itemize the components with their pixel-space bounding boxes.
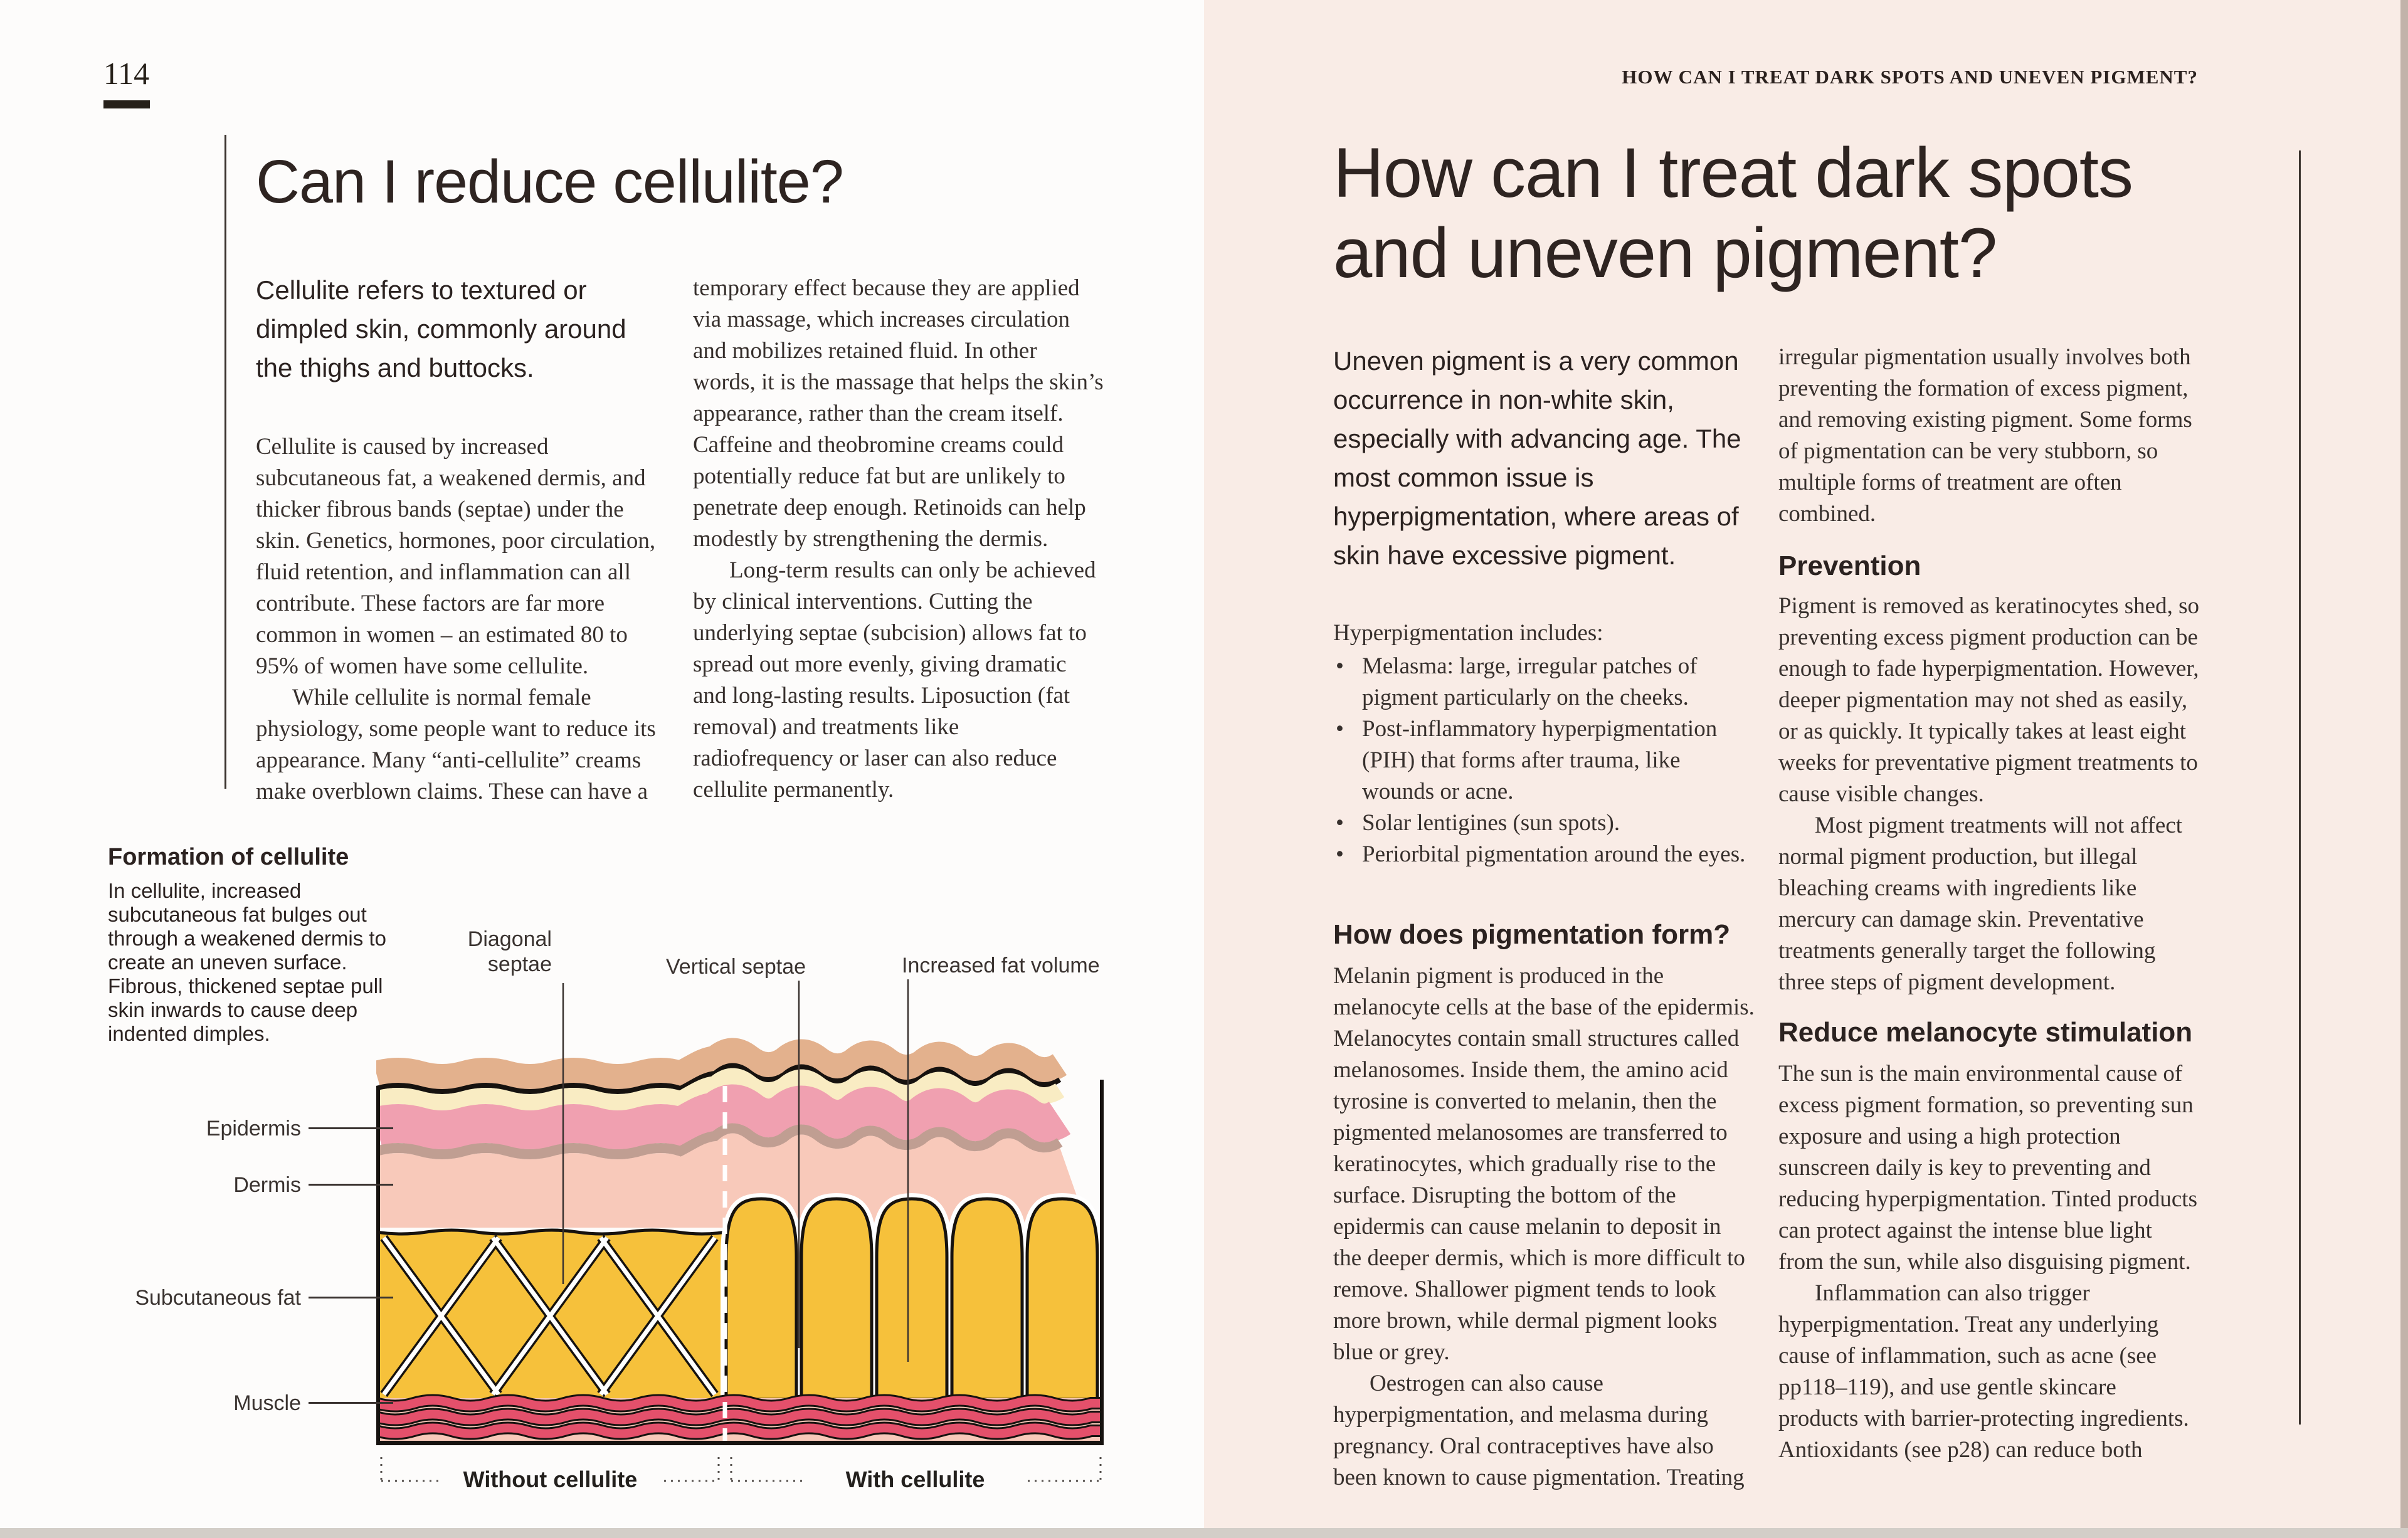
label-dermis: Dermis bbox=[233, 1173, 301, 1197]
muscle-leader-line bbox=[309, 1402, 393, 1404]
paragraph: Melanin pigment is produced in the melanocyte cells at the base of the epidermis. Melanocytes contain small structures called melanosomes. Inside them, the amino acid tyrosine is converted to melanin, then the pigmented melanosomes are transferred to keratinocytes, which gradually rise to the surface. Disrupting the bottom of the epidermis can cause melanin to deposit in the deeper dermis, which is more difficult to remove. Shallower pigment tends to look more brown, while dermal pigment looks blue or grey. bbox=[1333, 963, 1755, 1365]
page-number-underline bbox=[103, 100, 150, 108]
label-subcutaneous-fat: Subcutaneous fat bbox=[135, 1286, 301, 1310]
intro-paragraph: Uneven pigment is a very common occurrence in non-white skin, especially with advancing age. The most common issue is hyperpigmentation, where areas of skin have excessive pigment. bbox=[1333, 346, 1741, 570]
label-vertical-septae: Vertical septae bbox=[666, 955, 806, 979]
label-epidermis: Epidermis bbox=[206, 1117, 301, 1140]
list-item bbox=[1333, 651, 1755, 714]
list-item bbox=[1333, 808, 1755, 839]
right-vertical-rule bbox=[2299, 150, 2301, 1425]
label-increased-fat-volume: Increased fat volume bbox=[902, 954, 1100, 977]
cellulite-diagram bbox=[376, 915, 1104, 1505]
subhead-prevention: Prevention bbox=[1778, 550, 1921, 581]
page-title bbox=[1333, 133, 2133, 293]
subhead-reduce-melanocyte-stimulation: Reduce melanocyte stimulation bbox=[1778, 1017, 2193, 1048]
page-title: Can I reduce cellulite? bbox=[256, 147, 843, 216]
figure-caption-body: In cellulite, increased subcutaneous fat bulges out through a weakened dermis to create an uneven surface. Fibrous, thickened septae pull skin inwards to cause deep indented dimples. bbox=[108, 879, 386, 1045]
prevention-body bbox=[1778, 591, 2200, 998]
label-diagonal-septae: Diagonal septae bbox=[467, 927, 552, 976]
body-column-2 bbox=[693, 273, 1104, 806]
hyperpigmentation-list bbox=[1333, 651, 1755, 870]
page-edge-right bbox=[2400, 0, 2408, 1528]
paragraph: The sun is the main environmental cause of excess pigment formation, so preventing sun exposure and using a high protection sunscreen daily is key to preventing and reducing hyperpigmentation. Tinted products can protect against the intense blue light from the sun, while also disguising pigment. bbox=[1778, 1061, 2197, 1275]
reduce-body bbox=[1778, 1058, 2200, 1466]
paragraph: Most pigment treatments will not affect normal pigment production, but illegal bleaching creams with ingredients like mercury can damage skin. Preventative treatments generally target the following three steps of pigment development. bbox=[1778, 813, 2183, 995]
paragraph: irregular pigmentation usually involves both preventing the formation of excess pigment, and removing existing pigment. Some forms of pigmentation can be very stubborn, so multiple forms of treatment are often combined. bbox=[1778, 344, 2192, 527]
label-with-cellulite: With cellulite bbox=[804, 1465, 1027, 1495]
muscle-layer bbox=[376, 1398, 1104, 1445]
title-vertical-rule bbox=[224, 135, 226, 789]
paragraph: Oestrogen can also cause hyperpigmentation, and melasma during pregnancy. Oral contraceptives have also been known to cause pigmentation. Treating bbox=[1333, 1371, 1745, 1490]
list-item-text: Melasma: large, irregular patches of pigment particularly on the cheeks. bbox=[1362, 653, 1698, 710]
subcutaneous-fat-leader-line bbox=[309, 1297, 393, 1298]
paragraph: Cellulite is caused by increased subcutaneous fat, a weakened dermis, and thicker fibrous bands (septae) under the skin. Genetics, hormones, poor circulation, fluid retention, and inflammation can all contribute. These factors are far more common in women – an estimated 80 to 95% of women have some cellulite. bbox=[256, 434, 656, 679]
label-muscle: Muscle bbox=[233, 1391, 301, 1415]
label-without-cellulite: Without cellulite bbox=[439, 1465, 662, 1495]
body-column-1 bbox=[256, 431, 663, 808]
list-item-text: Solar lentigines (sun spots). bbox=[1362, 810, 1620, 836]
fat-without-cellulite bbox=[376, 1230, 726, 1399]
figure-caption-title: Formation of cellulite bbox=[108, 844, 349, 870]
running-head: HOW CAN I TREAT DARK SPOTS AND UNEVEN PIGMENT? bbox=[1622, 66, 2198, 88]
skin-surface-layers bbox=[376, 1050, 1060, 1154]
subhead-how-does-pigmentation-form: How does pigmentation form? bbox=[1333, 919, 1731, 950]
paragraph: temporary effect because they are applied via massage, which increases circulation and mobilizes retained fluid. In other words, it is the massage that helps the skin’s appearance, rather than the cream itself. Caffeine and theobromine creams could potentially reduce fat but are unlikely to penetrate deep enough. Retinoids can help modestly by strengthening the dermis. bbox=[693, 275, 1104, 552]
list-item-text: Post-inflammatory hyperpigmentation (PIH) that forms after trauma, like wounds or acne. bbox=[1362, 716, 1718, 804]
epidermis-leader-line bbox=[309, 1127, 393, 1129]
title-line-2: and uneven pigment? bbox=[1333, 214, 1997, 292]
paragraph: While cellulite is normal female physiology, some people want to reduce its appearance. Many “anti-cellulite” creams make overblown claims. These can have a bbox=[256, 685, 656, 804]
list-item bbox=[1333, 714, 1755, 808]
fat-lobes-with-cellulite bbox=[726, 1199, 1097, 1399]
paragraph: Long-term results can only be achieved by clinical interventions. Cutting the underlying septae (subcision) allows fat to spread out more evenly, giving dramatic and long-lasting results. Liposuction (fat removal) and treatments like radiofrequency or laser can also reduce cellulite permanently. bbox=[693, 557, 1096, 803]
paragraph: Pigment is removed as keratinocytes shed, so preventing excess pigment production can be enough to fade hyperpigmentation. However, deeper pigmentation may not shed as easily, or as quickly. It typically takes at least eight weeks for preventative pigment treatments to cause visible changes. bbox=[1778, 593, 2200, 807]
body-column-1 bbox=[1333, 961, 1755, 1493]
page-number: 114 bbox=[103, 56, 150, 91]
right-page bbox=[1204, 0, 2408, 1538]
page-edge-bottom bbox=[0, 1528, 2408, 1538]
body-column-2 bbox=[1778, 342, 2200, 530]
title-line-1: How can I treat dark spots bbox=[1333, 134, 2133, 212]
intro-paragraph: Cellulite refers to textured or dimpled skin, commonly around the thighs and buttocks. bbox=[256, 275, 626, 382]
list-intro: Hyperpigmentation includes: bbox=[1333, 620, 1603, 646]
list-item-text: Periorbital pigmentation around the eyes. bbox=[1362, 841, 1746, 867]
dermis-leader-line bbox=[309, 1184, 393, 1186]
paragraph: Inflammation can also trigger hyperpigmentation. Treat any underlying cause of inflammation, such as acne (see pp118–119), and use gentle skincare products with barrier-protecting ingredients. Antioxidants (see p28) can reduce both bbox=[1778, 1280, 2189, 1463]
list-item bbox=[1333, 839, 1755, 870]
